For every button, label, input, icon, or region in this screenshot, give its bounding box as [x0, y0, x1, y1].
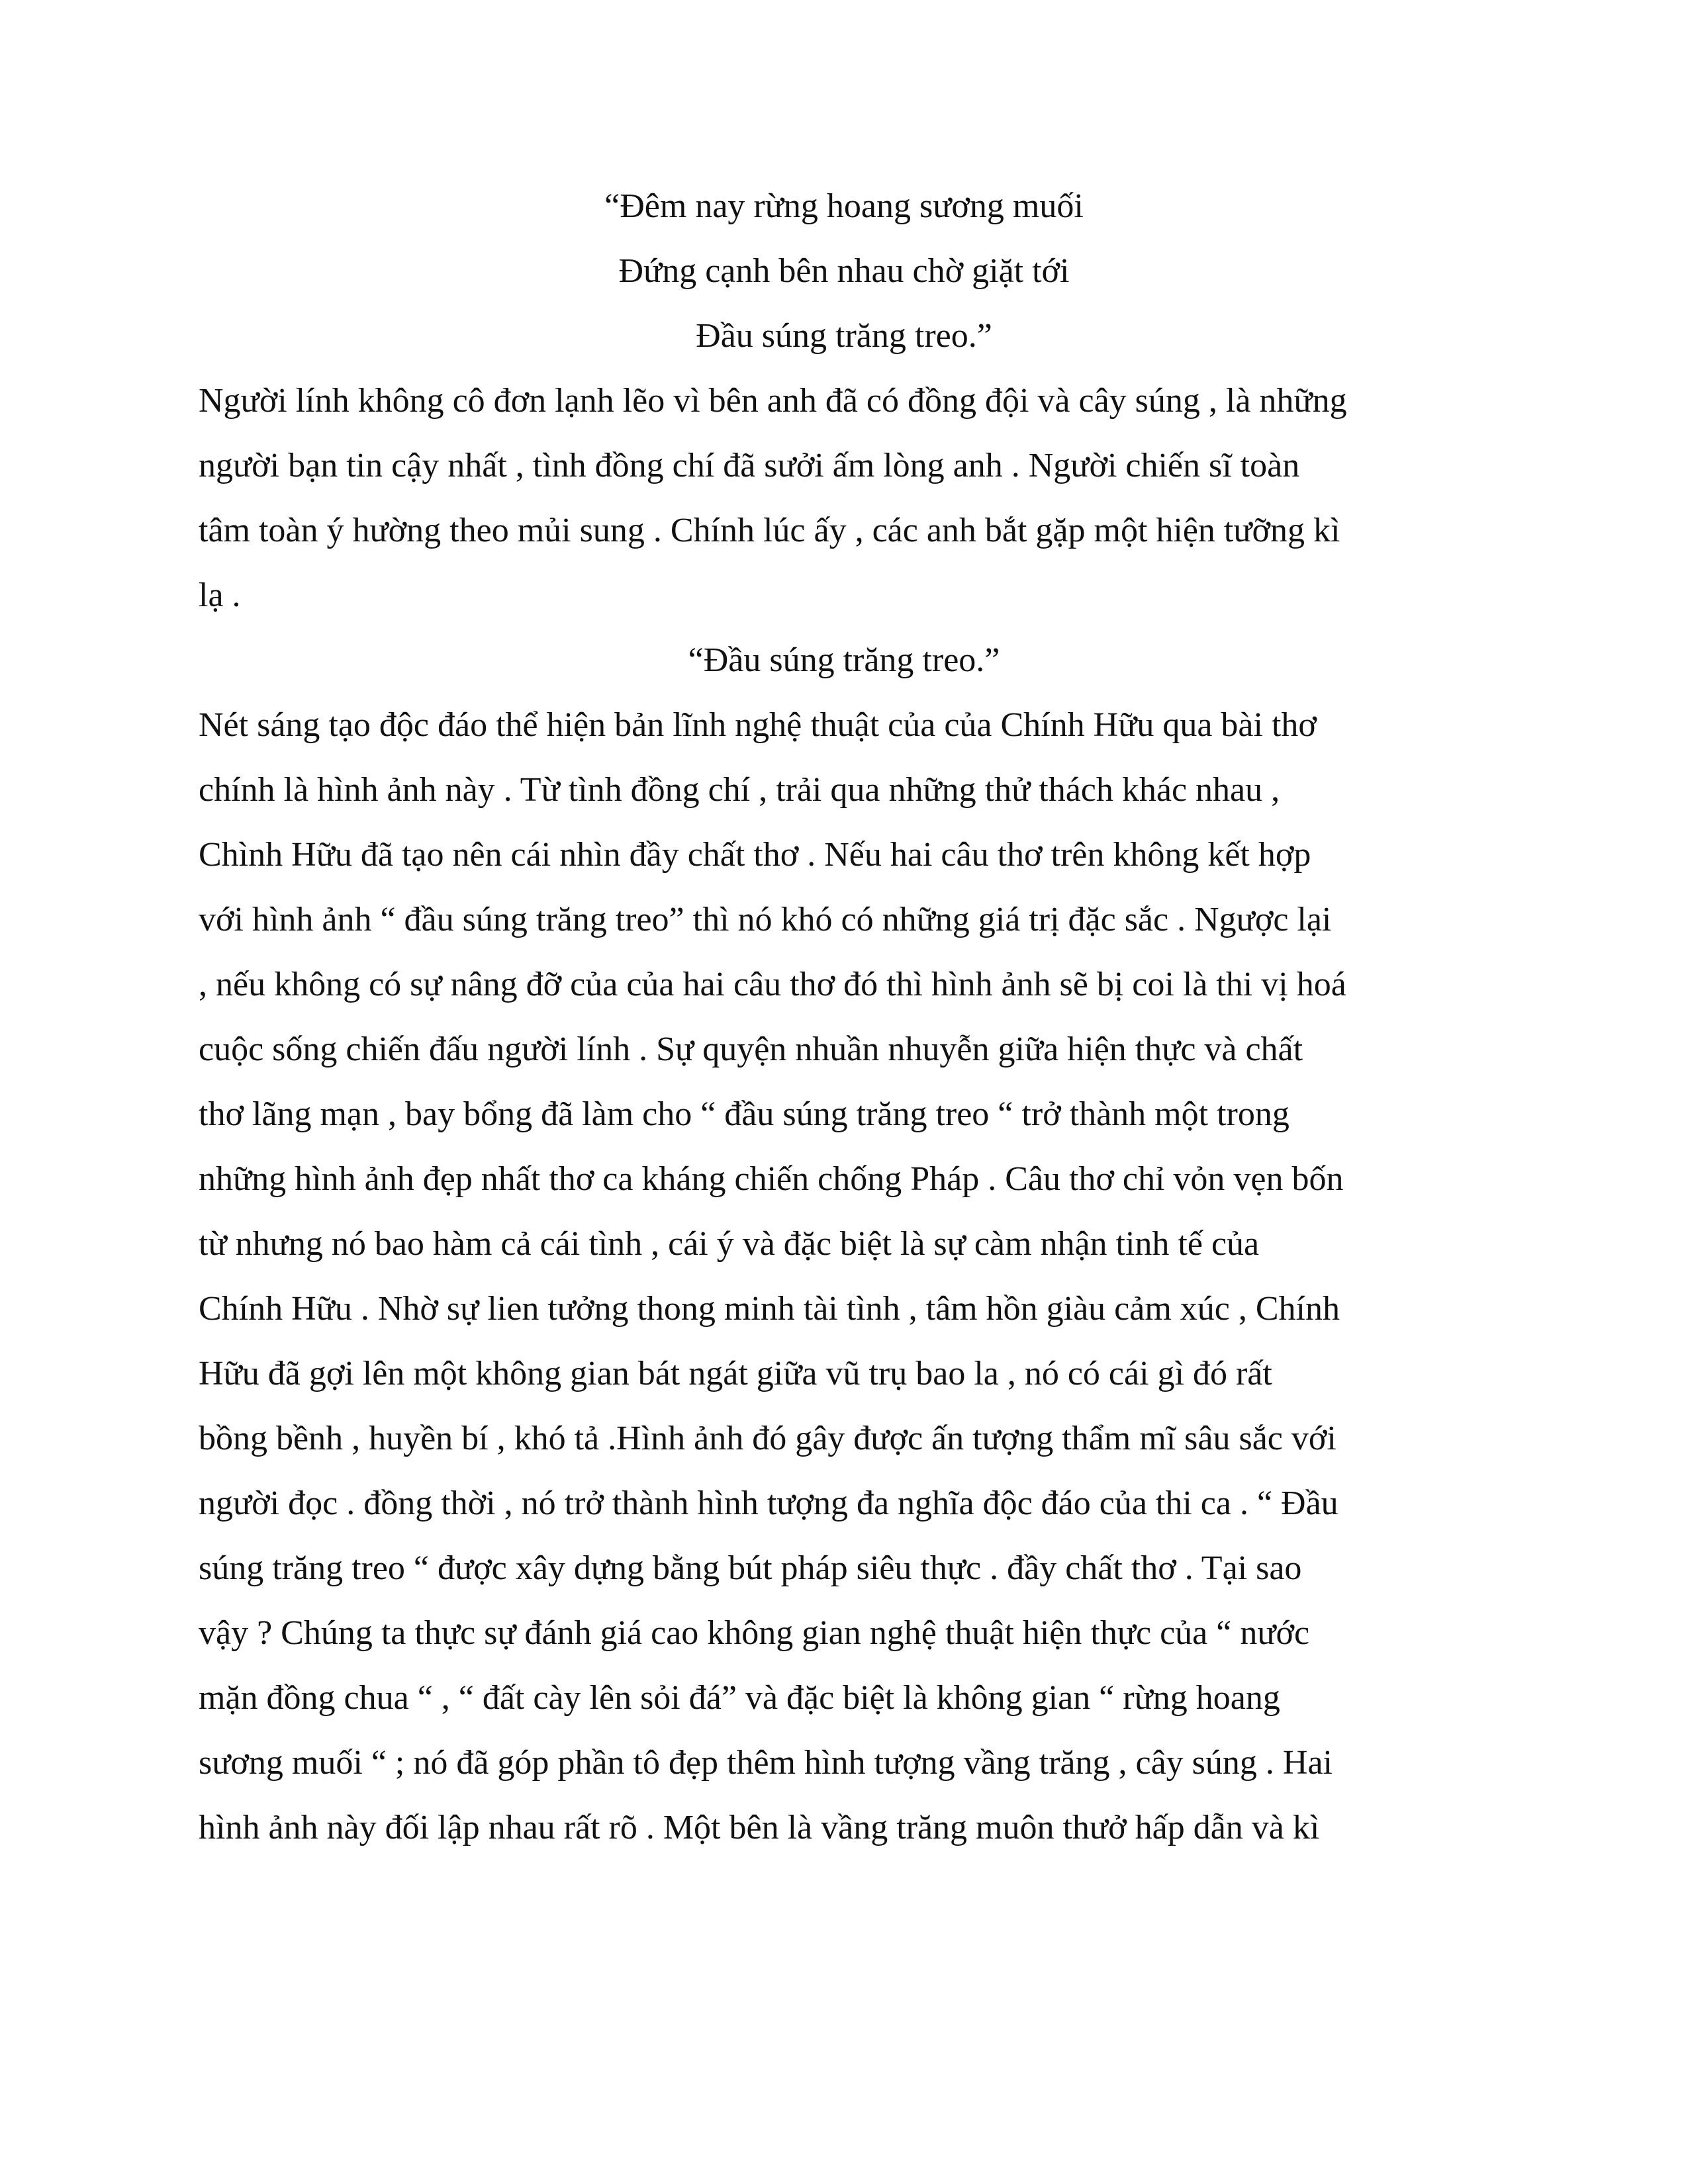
paragraph-line: Người lính không cô đơn lạnh lẽo vì bên anh đã có đồng đội và cây súng , là những: [199, 382, 1347, 420]
poem-line: “Đêm nay rừng hoang sương muối: [604, 187, 1084, 225]
paragraph-line: người đọc . đồng thời , nó trở thành hình tượng đa nghĩa độc đáo của thi ca . “ Đầu: [199, 1484, 1338, 1522]
paragraph-line: Chính Hữu . Nhờ sự lien tưởng thong minh tài tình , tâm hồn giàu cảm xúc , Chính: [199, 1290, 1340, 1328]
paragraph-line: từ nhưng nó bao hàm cả cái tình , cái ý và đặc biệt là sự càm nhận tinh tế của: [199, 1225, 1260, 1263]
paragraph-line: tâm toàn ý hường theo mủi sung . Chính lúc ấy , các anh bắt gặp một hiện tưỡng kì: [199, 512, 1340, 549]
paragraph-line: hình ảnh này đối lập nhau rất rõ . Một bên là vầng trăng muôn thưở hấp dẫn và kì: [199, 1809, 1320, 1846]
paragraph-line: cuộc sống chiến đấu người lính . Sự quyện nhuần nhuyễn giữa hiện thực và chất: [199, 1030, 1303, 1068]
paragraph-line: thơ lãng mạn , bay bổng đã làm cho “ đầu súng trăng treo “ trở thành một trong: [199, 1095, 1289, 1133]
paragraph-line: mặn đồng chua “ , “ đất cày lên sỏi đá” và đặc biệt là không gian “ rừng hoang: [199, 1679, 1280, 1717]
paragraph-line: Chình Hữu đã tạo nên cái nhìn đầy chất thơ . Nếu hai câu thơ trên không kết hợp: [199, 836, 1311, 874]
paragraph-line: những hình ảnh đẹp nhất thơ ca kháng chiến chống Pháp . Câu thơ chỉ vỏn vẹn bốn: [199, 1160, 1344, 1198]
document-body: [199, 174, 1489, 1860]
quote-line: “Đầu súng trăng treo.”: [688, 641, 1000, 679]
paragraph-line: súng trăng treo “ được xây dựng bằng bút pháp siêu thực . đầy chất thơ . Tại sao: [199, 1549, 1302, 1587]
paragraph-line: lạ .: [199, 576, 241, 614]
paragraph-line: bồng bềnh , huyền bí , khó tả .Hình ảnh đó gây được ấn tượng thẩm mĩ sâu sắc với: [199, 1420, 1336, 1457]
paragraph-line: Hữu đã gợi lên một không gian bát ngát giữa vũ trụ bao la , nó có cái gì đó rất: [199, 1355, 1272, 1392]
paragraph-line: người bạn tin cậy nhất , tình đồng chí đã sưởi ấm lòng anh . Người chiến sĩ toàn: [199, 447, 1300, 484]
paragraph-line: chính là hình ảnh này . Từ tình đồng chí , trải qua những thử thách khác nhau ,: [199, 771, 1280, 809]
paragraph-line: , nếu không có sự nâng đỡ của của hai câu thơ đó thì hình ảnh sẽ bị coi là thi vị hoá: [199, 966, 1346, 1003]
poem-line: Đầu súng trăng treo.”: [696, 317, 992, 355]
paragraph-line: vậy ? Chúng ta thực sự đánh giá cao không gian nghệ thuật hiện thực của “ nước: [199, 1614, 1310, 1652]
poem-line: Đứng cạnh bên nhau chờ giặt tới: [618, 252, 1070, 290]
paragraph-line: sương muối “ ; nó đã góp phần tô đẹp thêm hình tượng vầng trăng , cây súng . Hai: [199, 1744, 1333, 1782]
paragraph-line: Nét sáng tạo độc đáo thể hiện bản lĩnh nghệ thuật của của Chính Hữu qua bài thơ: [199, 706, 1317, 744]
paragraph-line: với hình ảnh “ đầu súng trăng treo” thì nó khó có những giá trị đặc sắc . Ngược lại: [199, 901, 1332, 938]
